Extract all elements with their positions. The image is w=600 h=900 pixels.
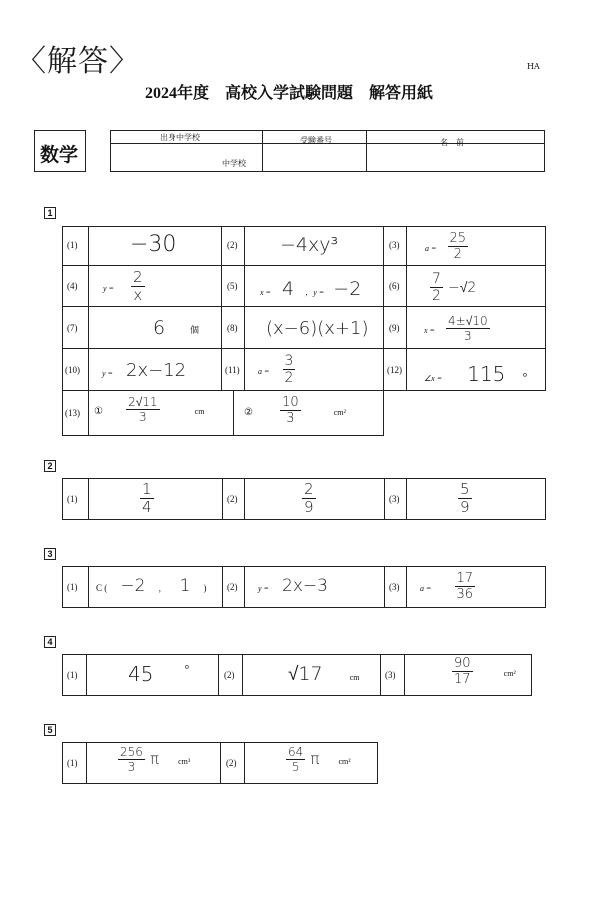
- q3-answer: $\frac{25}{2}$: [449, 231, 467, 262]
- q12-unit: °: [522, 370, 528, 384]
- form-code: HA: [527, 62, 540, 71]
- section-3-marker: 3: [44, 548, 56, 560]
- subject-label: 数学: [40, 144, 79, 166]
- exam-number-label: 受験番号: [300, 136, 332, 145]
- s5-q2-unit: cm²: [338, 757, 351, 766]
- s3-q3-answer: $\frac{17}{36}$: [456, 571, 474, 602]
- q10-prefix: y =: [102, 369, 113, 378]
- q12-answer: 115: [467, 362, 506, 386]
- s4-q3-label: (3): [385, 670, 396, 680]
- q8-label: (8): [227, 323, 238, 333]
- q11-answer: $\frac{3}{2}$: [284, 353, 294, 386]
- q3-prefix: a =: [425, 244, 437, 253]
- q11-prefix: a =: [258, 367, 270, 376]
- q13-part2-unit: cm²: [333, 408, 346, 417]
- s4-q2-label: (2): [224, 670, 235, 680]
- q12-prefix: ∠x =: [424, 374, 443, 383]
- s5-q2-answer: $\frac{64}{5}$: [288, 745, 304, 774]
- q5-y-prefix: ，y =: [305, 288, 325, 297]
- answer-stamp: 〈解答〉: [16, 44, 140, 79]
- q7-label: (7): [67, 323, 78, 333]
- s2-q2-label: (2): [227, 494, 238, 504]
- s4-q3-answer: $\frac{90}{17}$: [454, 656, 471, 687]
- s3-q1-prefix: C (: [96, 583, 108, 593]
- q7-answer: 6: [153, 317, 166, 339]
- q6-label: (6): [389, 281, 400, 291]
- q5-x-answer: 4: [282, 278, 295, 300]
- s2-q1-answer: $\frac{1}{4}$: [142, 480, 152, 516]
- s2-q2-answer: $\frac{2}{9}$: [304, 480, 314, 516]
- q11-label: (11): [225, 365, 240, 375]
- section-1-marker: 1: [44, 207, 56, 219]
- q3-label: (3): [389, 240, 400, 250]
- q6-answer-rest: −√2: [448, 280, 477, 296]
- s2-q3-label: (3): [389, 494, 400, 504]
- q11-cell: [222, 349, 384, 391]
- name-label: 名 前: [440, 138, 464, 147]
- q9-label: (9): [389, 323, 400, 333]
- q8-answer: (x−6)(x+1): [266, 318, 369, 339]
- q9-prefix: x =: [424, 326, 435, 335]
- q13-part2-answer: $\frac{10}{3}$: [282, 395, 299, 426]
- q5-y-answer: −2: [333, 278, 362, 300]
- s5-q1-label: (1): [67, 758, 78, 768]
- q13-part1-answer: $\frac{2√11}{3}$: [128, 395, 158, 424]
- q10-answer: 2x−12: [126, 360, 187, 381]
- s3-q1-answer-y: 1: [179, 576, 191, 596]
- q1-label: (1): [67, 240, 78, 250]
- s5-q2-pi: π: [310, 750, 320, 768]
- s4-q1-answer: 45: [128, 662, 154, 686]
- q2-label: (2): [227, 240, 238, 250]
- s5-q2-label: (2): [226, 758, 237, 768]
- section-2-marker: 2: [44, 460, 56, 472]
- q4-label: (4): [67, 281, 78, 291]
- s3-q1-close: ): [203, 583, 207, 593]
- s3-q2-prefix: y =: [258, 584, 269, 593]
- q2-answer: −4xy³: [280, 234, 339, 256]
- s3-q3-label: (3): [389, 582, 400, 592]
- q12-label: (12): [387, 365, 402, 375]
- s4-q2-unit: cm: [349, 673, 360, 682]
- school-label: 出身中学校: [160, 133, 200, 142]
- s5-q1-pi: π: [150, 750, 160, 768]
- s4-q2-answer: √17: [288, 663, 323, 685]
- q4-answer: $\frac{2}{x}$: [133, 268, 143, 304]
- section-5-marker: 5: [44, 724, 56, 736]
- q5-label: (5): [227, 281, 238, 291]
- page-title: 2024年度 高校入学試験問題 解答用紙: [145, 85, 434, 102]
- q13-part1-label: ①: [94, 406, 103, 417]
- q13-part1-unit: cm: [194, 407, 205, 416]
- s3-q2-answer: 2x−3: [282, 576, 328, 596]
- s5-q1-answer: $\frac{256}{3}$: [120, 745, 143, 774]
- school-suffix: 中学校: [222, 159, 246, 168]
- section-4-marker: 4: [44, 636, 56, 648]
- s3-q1-label: (1): [67, 582, 78, 592]
- q5-x-prefix: x =: [260, 288, 271, 297]
- s4-q1-unit: °: [184, 662, 190, 676]
- q10-label: (10): [65, 365, 80, 375]
- q9-answer: $\frac{4\pm√10}{3}$: [448, 314, 488, 343]
- q13-label: (13): [65, 408, 80, 418]
- s2-q3-answer: $\frac{5}{9}$: [460, 480, 470, 516]
- q6-answer-fraction: $\frac{7}{2}$: [432, 271, 441, 304]
- s4-q3-unit: cm²: [503, 669, 516, 678]
- s3-q3-prefix: a =: [420, 584, 432, 593]
- s3-q1-comma: ，: [158, 584, 167, 593]
- s3-q1-answer-x: −2: [120, 576, 146, 596]
- s2-q1-label: (1): [67, 494, 78, 504]
- s5-q1-unit: cm³: [178, 757, 191, 766]
- q13-part2-label: ②: [244, 407, 253, 418]
- q7-unit: 個: [190, 326, 200, 336]
- q4-prefix: y =: [103, 284, 114, 293]
- q1-answer: −30: [130, 232, 177, 257]
- s3-q2-label: (2): [227, 582, 238, 592]
- s4-q1-label: (1): [67, 670, 78, 680]
